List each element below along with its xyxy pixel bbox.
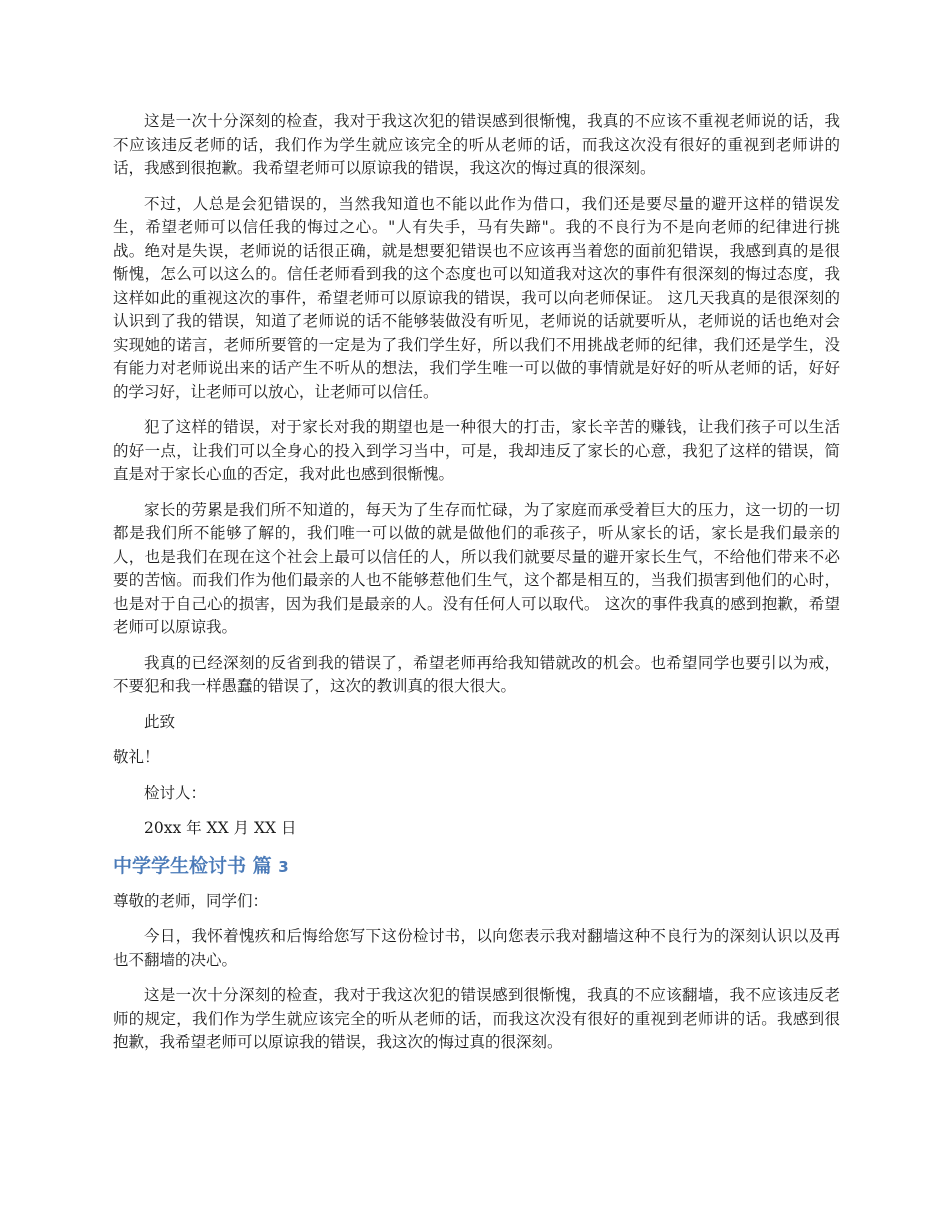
body-paragraph: 犯了这样的错误，对于家长对我的期望也是一种很大的打击，家长辛苦的赚钱，让我们孩子可以生活的好一点，让我们可以全身心的投入到学习当中，可是，我却违反了家长的心意，我犯了这样的错误，简直是对于家长心血的否定，我对此也感到很惭愧。 — [113, 418, 840, 483]
document-page — [113, 110, 840, 1067]
body-paragraph: 不过，人总是会犯错误的，当然我知道也不能以此作为借口，我们还是要尽量的避开这样的错误发生，希望老师可以信任我的悔过之心。"人有失手，马有失蹄"。我的不良行为不是向老师的纪律进行挑战。绝对是失误，老师说的话很正确，就是想要犯错误也不应该再当着您的面前犯错误，我感到真的是很惭愧，怎么可以这么的。信任老师看到我的这个态度也可以知道我对这次的事件有很深刻的悔过态度，我这样如此的重视这次的事件，希望老师可以原谅我的错误，我可以向老师保证。 这几天我真的是很深刻的认识到了我的错误，知道了老师说的话不能够装做没有听见，老师说的话就要听从，老师说的话也绝对会实现她的诺言，老师所要管的一定是为了我们学生好，所以我们不用挑战老师的纪律，我们还是学生，没有能力对老师说出来的话产生不听从的想法，我们学生唯一可以做的事情就是好好的听从老师的话，好好的学习好，让老师可以放心，让老师可以信任。 — [113, 194, 840, 401]
signer-line: 检讨人： — [144, 783, 207, 802]
body-paragraph: 我真的已经深刻的反省到我的错误了，希望老师再给我知错就改的机会。也希望同学也要引以为戒，不要犯和我一样愚蠢的错误了，这次的教训真的很大很大。 — [113, 653, 840, 695]
salute-line: 敬礼！ — [113, 748, 160, 766]
greeting-line: 尊敬的老师，同学们： — [113, 891, 269, 910]
date-line: 20xx 年 XX 月 XX 日 — [144, 819, 297, 837]
closing-line: 此致 — [144, 712, 176, 731]
section-number: 3 — [278, 857, 289, 876]
body-paragraph: 这是一次十分深刻的检查，我对于我这次犯的错误感到很惭愧，我真的不应该翻墙，我不应该违反老师的规定，我们作为学生就应该完全的听从老师的话，而我这次没有很好的重视到老师讲的话。我感到很抱歉，我希望老师可以原谅我的错误，我这次的悔过真的很深刻。 — [113, 986, 840, 1051]
body-paragraph: 家长的劳累是我们所不知道的，每天为了生存而忙碌，为了家庭而承受着巨大的压力，这一切的一切都是我们所不能够了解的，我们唯一可以做的就是做他们的乖孩子，听从家长的话，家长是我们最亲的人，也是我们在现在这个社会上最可以信任的人，所以我们就要尽量的避开家长生气，不给他们带来不必要的苦恼。而我们作为他们最亲的人也不能够惹他们生气，这个都是相互的，当我们损害到他们的心时，也是对于自己心的损害，因为我们是最亲的人。没有任何人可以取代。 这次的事件我真的感到抱歉，希望老师可以原谅我。 — [113, 500, 840, 636]
body-paragraph: 这是一次十分深刻的检查，我对于我这次犯的错误感到很惭愧，我真的不应该不重视老师说的话，我不应该违反老师的话，我们作为学生就应该完全的听从老师的话，而我这次没有很好的重视到老师讲的话，我感到很抱歉。我希望老师可以原谅我的错误，我这次的悔过真的很深刻。 — [113, 112, 840, 177]
section-heading — [113, 853, 840, 880]
body-paragraph: 今日，我怀着愧疚和后悔给您写下这份检讨书，以向您表示我对翻墙这种不良行为的深刻认识以及再也不翻墙的决心。 — [113, 927, 840, 969]
section-title: 中学学生检讨书 篇 — [113, 854, 272, 877]
